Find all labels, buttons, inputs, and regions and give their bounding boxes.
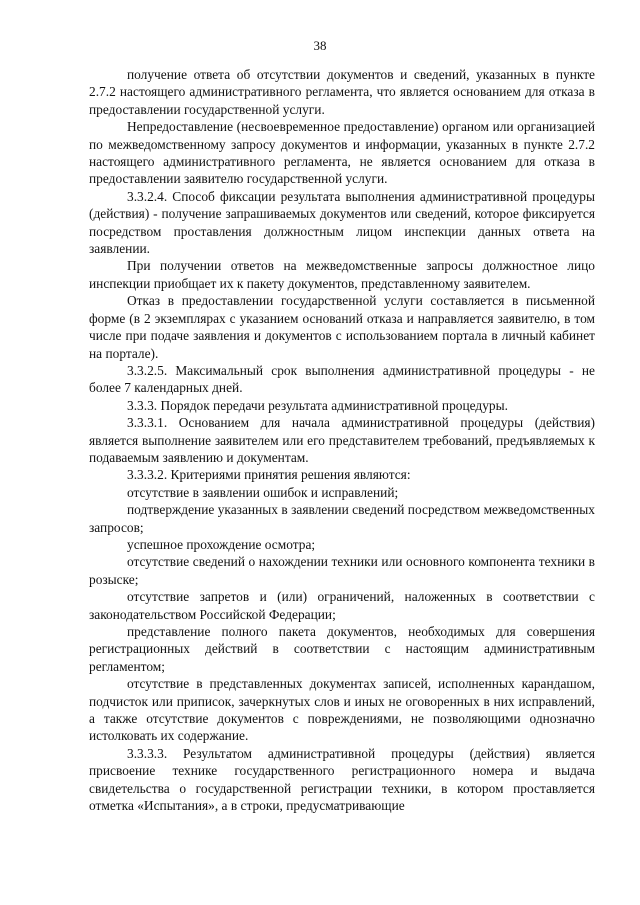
paragraph: подтверждение указанных в заявлении сведений посредством межведомственных запросов; <box>89 502 595 535</box>
paragraph: отсутствие запретов и (или) ограничений, наложенных в соответствии с законодательством Российской Федерации; <box>89 589 595 622</box>
paragraph: Непредоставление (несвоевременное предоставление) органом или организацией по межведомственному запросу документов и информации, указанных в пункте 2.7.2 настоящего административного регламента, не является основанием для отказа в предоставлении заявителю государственной услуги. <box>89 119 595 187</box>
document-body <box>89 66 595 814</box>
paragraph: представление полного пакета документов, необходимых для совершения регистрационных действий в соответствии с настоящим административным регламентом; <box>89 624 595 674</box>
paragraph: Отказ в предоставлении государственной услуги составляется в письменной форме (в 2 экземплярах с указанием оснований отказа и направляется заявителю, в том числе при подаче заявления и документов с использованием портала в личный кабинет на портале). <box>89 293 595 361</box>
paragraph: получение ответа об отсутствии документов и сведений, указанных в пункте 2.7.2 настоящего административного регламента, что является основанием для отказа в предоставлении государственной услуги. <box>89 67 595 117</box>
paragraph: 3.3.3.2. Критериями принятия решения являются: <box>127 467 411 483</box>
paragraph: При получении ответов на межведомственные запросы должностное лицо инспекции приобщает их к пакету документов, представленному заявителем. <box>89 258 595 291</box>
paragraph: отсутствие сведений о нахождении техники или основного компонента техники в розыске; <box>89 554 595 587</box>
paragraph: 3.3.2.4. Способ фиксации результата выполнения административной процедуры (действия) - получение запрашиваемых документов или сведений, которое фиксируется посредством проставления должностным лицом инспекции данных ответа на заявлении. <box>89 188 595 257</box>
paragraph: 3.3.3.3. Результатом административной процедуры (действия) является присвоение технике государственного регистрационного номера и выдача свидетельства о государственной регистрации техники, в котором проставляется отметка «Испытания», а в строки, предусматривающие <box>89 745 595 814</box>
paragraph: 3.3.3.1. Основанием для начала административной процедуры (действия) является выполнение заявителем или его представителем требований, предъявляемых к подаваемым заявлению и документам. <box>89 415 595 465</box>
paragraph: 3.3.3. Порядок передачи результата административной процедуры. <box>127 397 508 413</box>
paragraph: успешное прохождение осмотра; <box>127 536 316 552</box>
paragraph: отсутствие в представленных документах записей, исполненных карандашом, подчисток или приписок, зачеркнутых слов и иных не оговоренных в них исправлений, а также отсутствие документов с повреждениями, не позволяющими однозначно истолковать их содержание. <box>89 676 595 744</box>
page-number: 38 <box>313 38 327 53</box>
paragraph: отсутствие в заявлении ошибок и исправлений; <box>127 484 399 500</box>
paragraph: 3.3.2.5. Максимальный срок выполнения административной процедуры - не более 7 календарных дней. <box>89 362 595 396</box>
